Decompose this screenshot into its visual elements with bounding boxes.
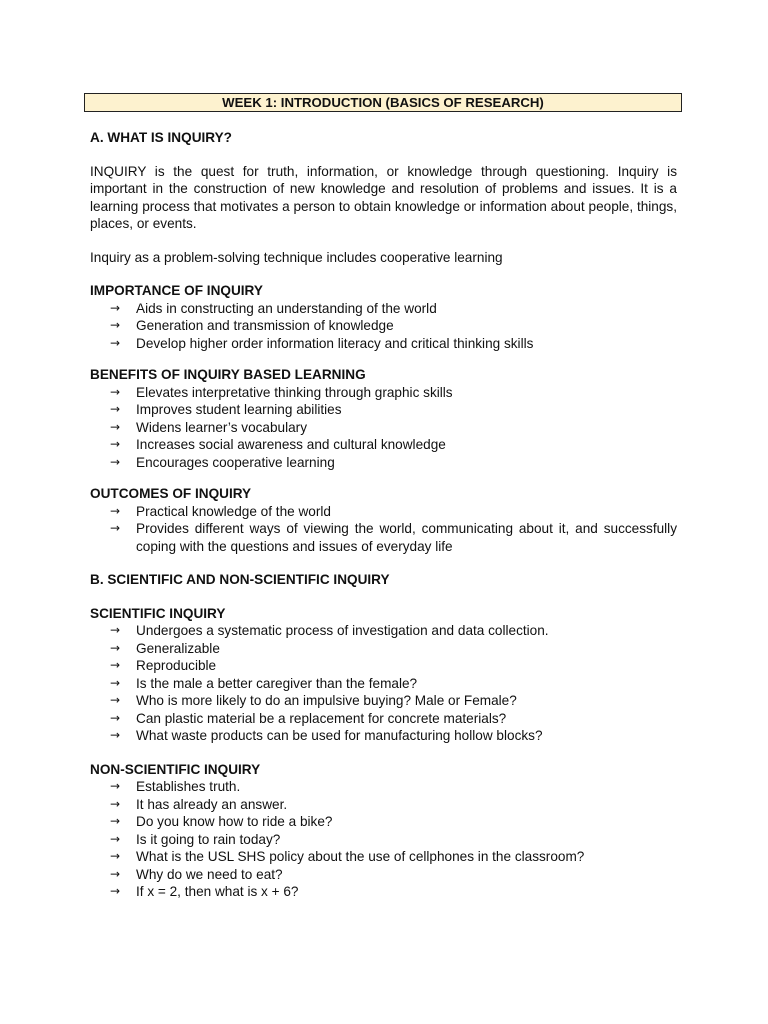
arrow-bullet-icon: →	[110, 831, 121, 846]
list-item	[90, 335, 677, 353]
importance-list	[90, 300, 677, 353]
list-item-text: Improves student learning abilities	[136, 402, 342, 417]
list-item-text: What is the USL SHS policy about the use of cellphones in the classroom?	[136, 849, 585, 864]
list-item-text: It has already an answer.	[136, 796, 288, 812]
arrow-bullet-icon: →	[110, 779, 121, 793]
arrow-bullet-icon: →	[110, 640, 121, 655]
list-item-text: If x = 2, then what is x + 6?	[136, 884, 299, 899]
arrow-bullet-icon: →	[110, 658, 121, 672]
list-item	[90, 503, 677, 521]
list-item	[90, 710, 677, 728]
list-item-text: Who is more likely to do an impulsive buying? Male or Female?	[136, 693, 517, 708]
list-item-text: Undergoes a systematic process of investigation and data collection.	[136, 623, 549, 638]
list-item	[90, 796, 677, 814]
arrow-bullet-icon: →	[110, 384, 121, 399]
list-item-text: Generation and transmission of knowledge	[136, 318, 394, 333]
list-item	[90, 813, 677, 831]
list-item	[90, 401, 677, 419]
list-item	[90, 622, 677, 640]
list-item-text: Is the male a better caregiver than the female?	[136, 675, 418, 691]
inquiry-definition-paragraph: INQUIRY is the quest for truth, information, or knowledge through questioning. Inquiry is important in the construction of new knowledge and resolution of problems and issues. It is a learning process that motivates a person to obtain knowledge or information about people, things, places, or events.	[90, 163, 677, 231]
section-a-heading: A. WHAT IS INQUIRY?	[90, 130, 232, 145]
benefits-list	[90, 384, 677, 472]
arrow-bullet-icon: →	[110, 675, 121, 690]
list-item-text: Do you know how to ride a bike?	[136, 814, 333, 829]
list-item	[90, 384, 677, 402]
arrow-bullet-icon: →	[110, 419, 121, 434]
outcomes-heading: OUTCOMES OF INQUIRY	[90, 486, 252, 501]
list-item-text: Establishes truth.	[136, 779, 241, 794]
scientific-list	[90, 622, 677, 745]
list-item-text: What waste products can be used for manufacturing hollow blocks?	[136, 728, 543, 743]
list-item	[90, 657, 677, 675]
arrow-bullet-icon: →	[110, 402, 121, 416]
arrow-bullet-icon: →	[110, 884, 121, 898]
list-item-text: Can plastic material be a replacement for concrete materials?	[136, 710, 507, 726]
arrow-bullet-icon: →	[110, 710, 121, 725]
arrow-bullet-icon: →	[110, 335, 121, 350]
list-item	[90, 831, 677, 849]
arrow-bullet-icon: →	[110, 437, 121, 451]
list-item	[90, 848, 677, 866]
list-item	[90, 520, 677, 555]
list-item-text: Develop higher order information literacy and critical thinking skills	[136, 335, 534, 351]
document-content	[90, 129, 677, 901]
list-item	[90, 436, 677, 454]
list-item-text: Provides different ways of viewing the world, communicating about it, and successfully coping with the questions and issues of everyday life	[136, 521, 677, 554]
list-item	[90, 300, 677, 318]
list-item-text: Why do we need to eat?	[136, 866, 283, 882]
outcomes-list	[90, 503, 677, 556]
list-item-text: Is it going to rain today?	[136, 831, 281, 847]
benefits-heading: BENEFITS OF INQUIRY BASED LEARNING	[90, 367, 366, 382]
arrow-bullet-icon: →	[110, 814, 121, 828]
list-item-text: Practical knowledge of the world	[136, 503, 331, 519]
list-item	[90, 419, 677, 437]
list-item	[90, 675, 677, 693]
list-item-text: Elevates interpretative thinking through graphic skills	[136, 384, 453, 400]
list-item-text: Aids in constructing an understanding of the world	[136, 300, 437, 316]
non-scientific-heading: NON-SCIENTIFIC INQUIRY	[90, 761, 261, 777]
arrow-bullet-icon: →	[110, 503, 121, 518]
arrow-bullet-icon: →	[110, 318, 121, 332]
list-item	[90, 778, 677, 796]
arrow-bullet-icon: →	[110, 521, 121, 535]
arrow-bullet-icon: →	[110, 693, 121, 707]
list-item-text: Generalizable	[136, 640, 220, 656]
arrow-bullet-icon: →	[110, 623, 121, 637]
document-title: WEEK 1: INTRODUCTION (BASICS OF RESEARCH)	[84, 93, 682, 112]
list-item-text: Widens learner’s vocabulary	[136, 419, 308, 435]
importance-heading: IMPORTANCE OF INQUIRY	[90, 283, 263, 298]
list-item	[90, 454, 677, 472]
list-item	[90, 866, 677, 884]
non-scientific-list	[90, 778, 677, 901]
list-item-text: Reproducible	[136, 658, 217, 673]
arrow-bullet-icon: →	[110, 454, 121, 469]
list-item-text: Encourages cooperative learning	[136, 454, 335, 470]
list-item	[90, 640, 677, 658]
list-item	[90, 727, 677, 745]
inquiry-technique-paragraph: Inquiry as a problem-solving technique includes cooperative learning	[90, 249, 503, 265]
arrow-bullet-icon: →	[110, 300, 121, 315]
list-item	[90, 317, 677, 335]
list-item-text: Increases social awareness and cultural knowledge	[136, 437, 446, 452]
arrow-bullet-icon: →	[110, 849, 121, 863]
arrow-bullet-icon: →	[110, 796, 121, 811]
scientific-heading: SCIENTIFIC INQUIRY	[90, 605, 226, 621]
arrow-bullet-icon: →	[110, 728, 121, 742]
list-item	[90, 883, 677, 901]
list-item	[90, 692, 677, 710]
arrow-bullet-icon: →	[110, 866, 121, 881]
section-b-heading: B. SCIENTIFIC AND NON-SCIENTIFIC INQUIRY	[90, 572, 390, 587]
